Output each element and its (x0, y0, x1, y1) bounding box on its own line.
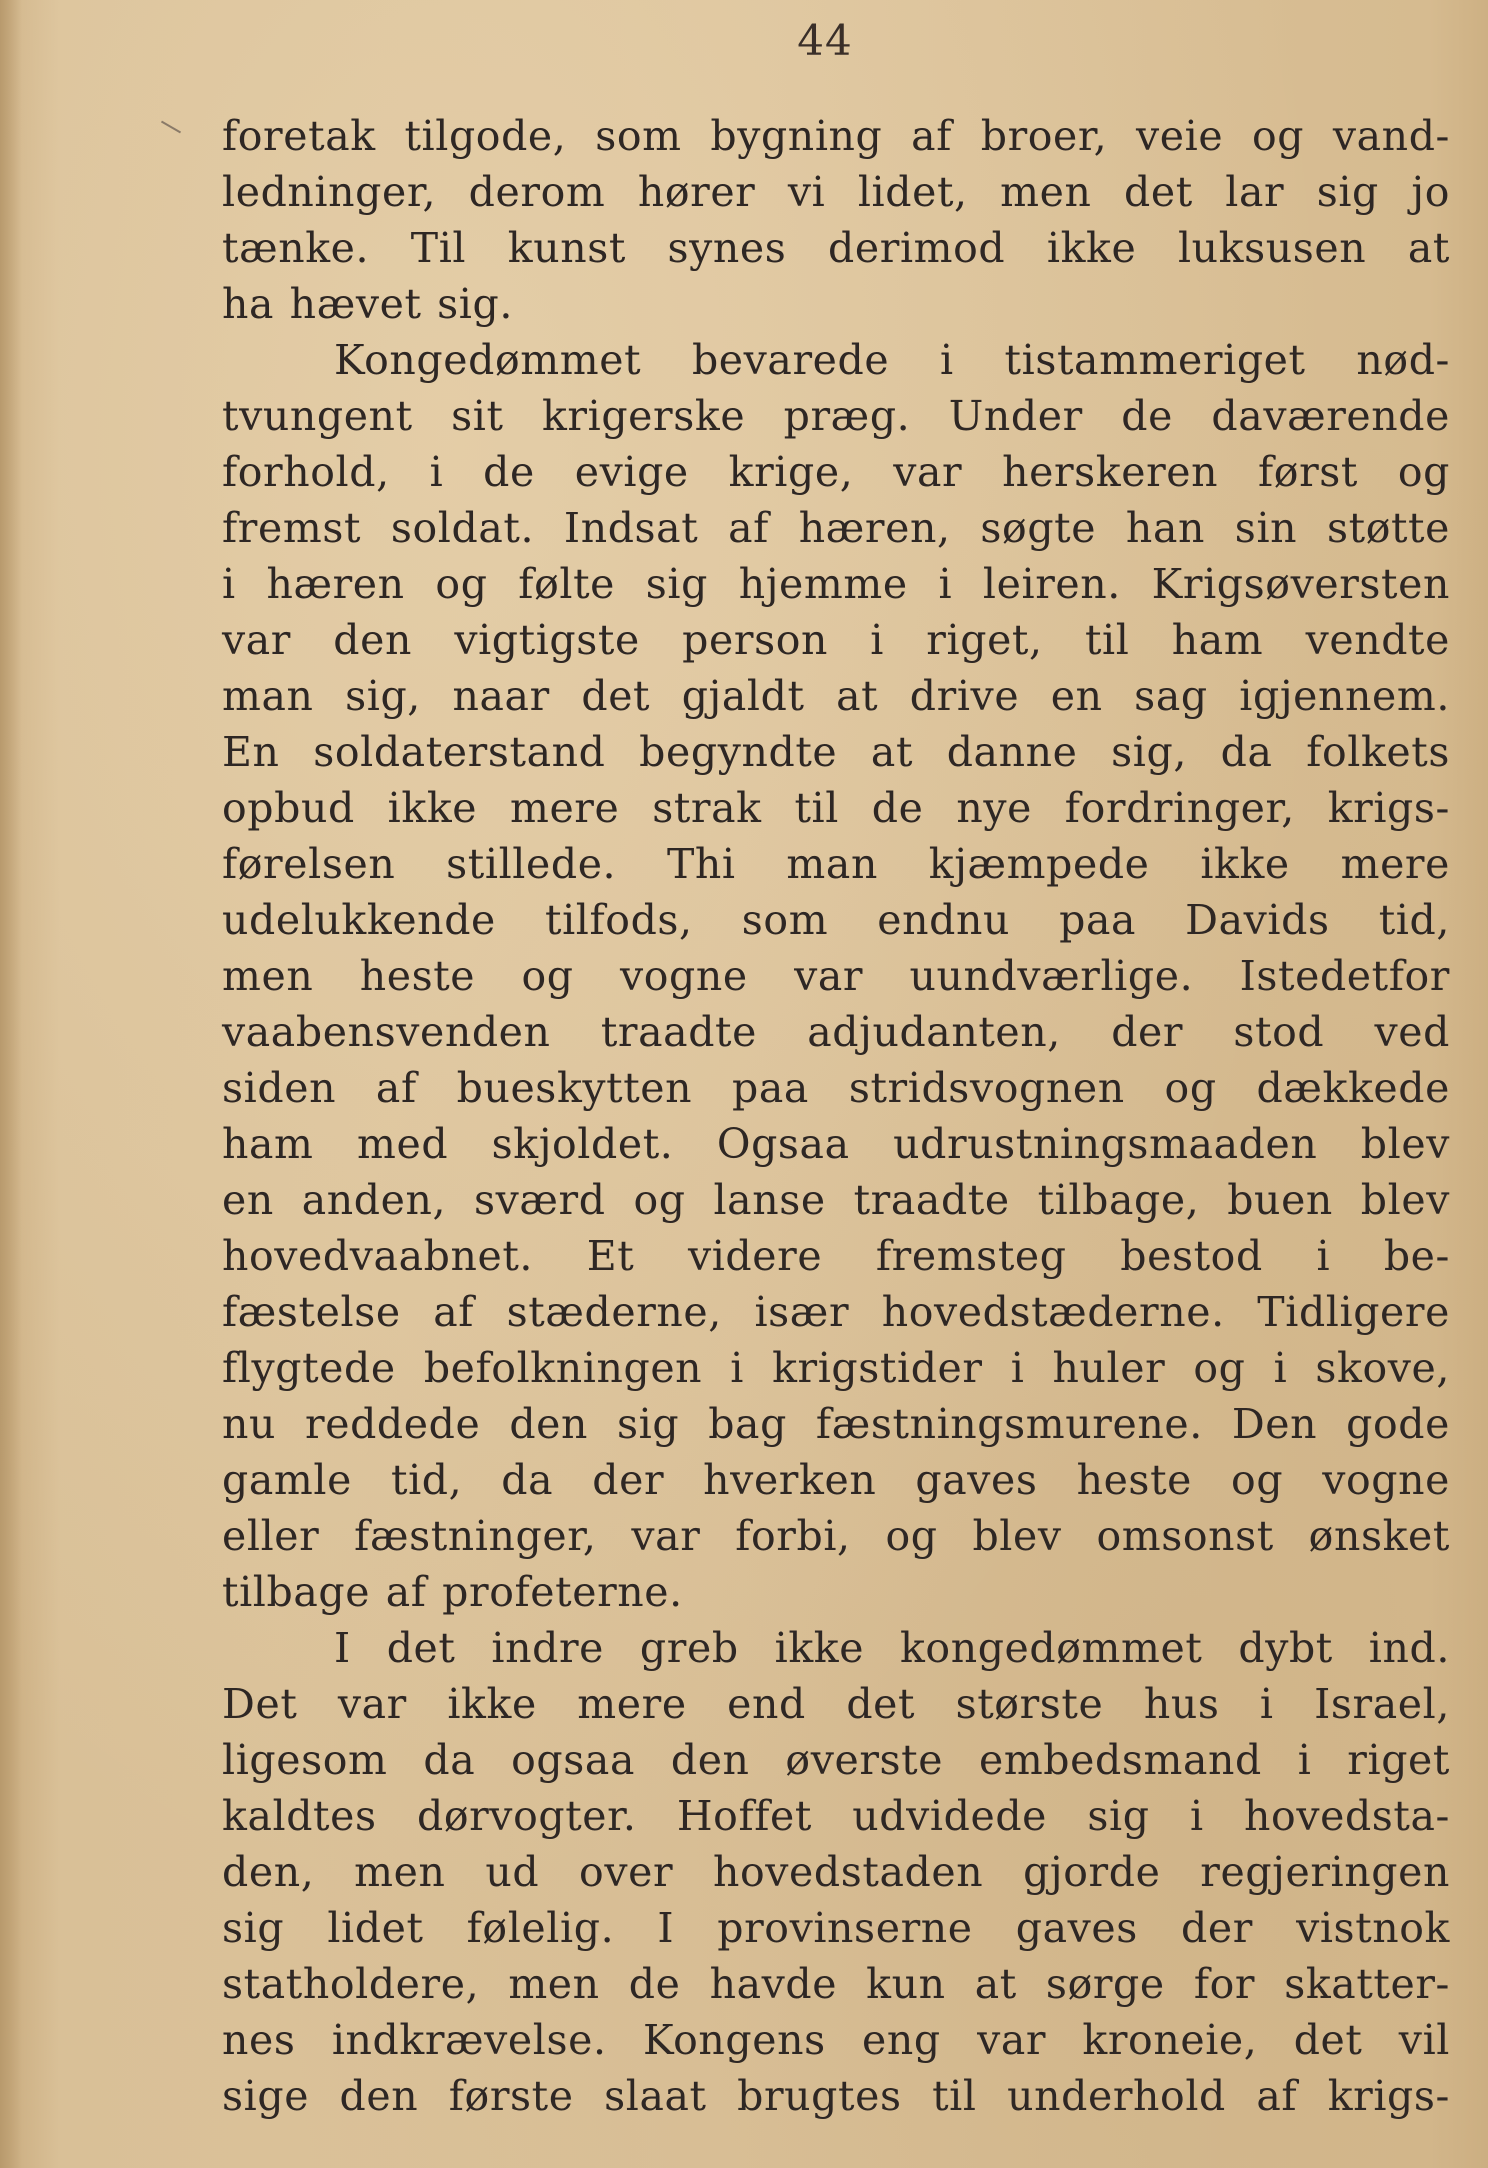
text-line: statholdere, men de havde kun at sørge for skatter- (222, 1960, 1450, 2008)
text-line: siden af bueskytten paa stridsvognen og dækkede (222, 1064, 1450, 1112)
text-line: eller fæstninger, var forbi, og blev omsonst ønsket (222, 1512, 1450, 1560)
text-line: foretak tilgode, som bygning af broer, veie og vand- (222, 112, 1450, 160)
ink-mark (161, 121, 181, 134)
text-line: tilbage af profeterne. (222, 1568, 683, 1616)
text-line: men heste og vogne var uundværlige. Istedetfor (222, 952, 1450, 1000)
body-text (222, 108, 1450, 2124)
text-line: Kongedømmet bevarede i tistammeriget nød- (334, 336, 1450, 384)
page-binding-edge (0, 0, 22, 2168)
text-line: forhold, i de evige krige, var herskeren først og (222, 448, 1450, 496)
text-line: gamle tid, da der hverken gaves heste og vogne (222, 1456, 1450, 1504)
text-line: Det var ikke mere end det største hus i Israel, (222, 1680, 1450, 1728)
text-line: sige den første slaat brugtes til underhold af krigs- (222, 2072, 1450, 2120)
text-line: fremst soldat. Indsat af hæren, søgte han sin støtte (222, 504, 1450, 552)
text-line: En soldaterstand begyndte at danne sig, da folkets (222, 728, 1450, 776)
text-line: ledninger, derom hører vi lidet, men det lar sig jo (222, 168, 1450, 216)
text-line: tvungent sit krigerske præg. Under de daværende (222, 392, 1450, 440)
text-line: nes indkrævelse. Kongens eng var kroneie, det vil (222, 2016, 1450, 2064)
text-line: udelukkende tilfods, som endnu paa Davids tid, (222, 896, 1450, 944)
text-line: en anden, sværd og lanse traadte tilbage, buen blev (222, 1176, 1450, 1224)
text-line: ham med skjoldet. Ogsaa udrustningsmaaden blev (222, 1120, 1450, 1168)
text-line: i hæren og følte sig hjemme i leiren. Krigsøversten (222, 560, 1450, 608)
text-line: flygtede befolkningen i krigstider i huler og i skove, (222, 1344, 1450, 1392)
text-line: den, men ud over hovedstaden gjorde regjeringen (222, 1848, 1450, 1896)
text-line: ligesom da ogsaa den øverste embedsmand i riget (222, 1736, 1450, 1784)
text-line: I det indre greb ikke kongedømmet dybt ind. (334, 1624, 1450, 1672)
text-line: førelsen stillede. Thi man kjæmpede ikke mere (222, 840, 1450, 888)
text-line: fæstelse af stæderne, især hovedstæderne. Tidligere (222, 1288, 1450, 1336)
text-line: hovedvaabnet. Et videre fremsteg bestod i be- (222, 1232, 1450, 1280)
page-number: 44 (797, 16, 853, 65)
text-line: tænke. Til kunst synes derimod ikke luksusen at (222, 224, 1450, 272)
text-line: man sig, naar det gjaldt at drive en sag igjennem. (222, 672, 1450, 720)
text-line: ha hævet sig. (222, 280, 513, 328)
text-line: sig lidet følelig. I provinserne gaves der vistnok (222, 1904, 1450, 1952)
text-line: vaabensvenden traadte adjudanten, der stod ved (222, 1008, 1450, 1056)
text-line: opbud ikke mere strak til de nye fordringer, krigs- (222, 784, 1450, 832)
text-line: kaldtes dørvogter. Hoffet udvidede sig i hovedsta- (222, 1792, 1450, 1840)
text-line: var den vigtigste person i riget, til ham vendte (222, 616, 1450, 664)
text-line: nu reddede den sig bag fæstningsmurene. Den gode (222, 1400, 1450, 1448)
